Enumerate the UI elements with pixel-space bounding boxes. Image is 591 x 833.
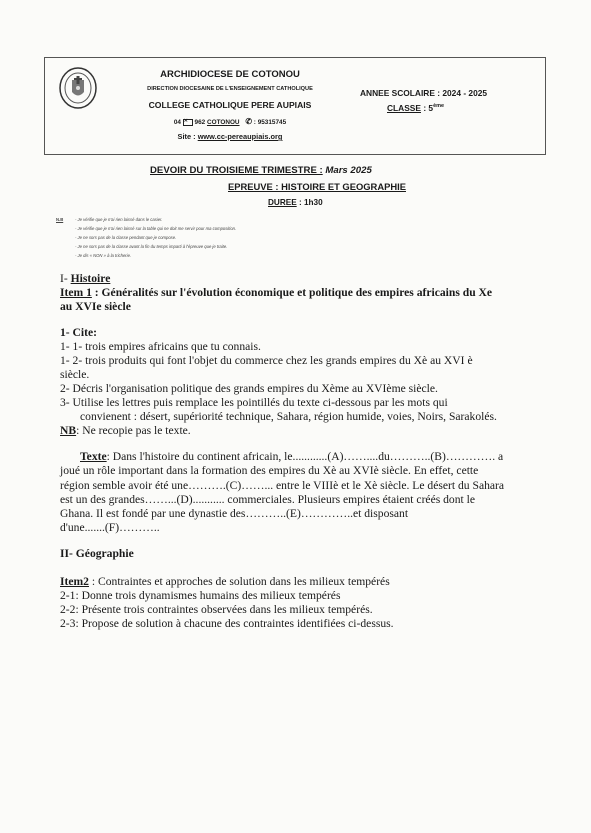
texte-line: joué un rôle important dans la formation des empires du Xè au XVIè siècle. En effet, cette [60,464,479,478]
texte-line: d'une.......(F)……….. [60,521,160,535]
school-year: ANNEE SCOLAIRE : 2024 - 2025 [360,88,488,98]
question-3: 3- Utilise les lettres puis remplace les pointillés du texte ci-dessous par les mots qui [60,396,448,409]
cite-heading: 1- Cite: [60,326,98,339]
question-2-3: 2-3: Propose de solution à chacune des contraintes identifiées ci-dessus. [60,617,394,630]
mail-icon: ✕ [183,119,193,126]
texte-label: Texte [80,450,107,463]
geographie-heading: II- Géographie [60,547,134,560]
nb-text: : Ne recopie pas le texte. [76,424,191,437]
exam-date: Mars 2025 [325,165,372,176]
archdiocese-title: ARCHIDIOCESE DE COTONOU [160,69,300,80]
rules-label: N.B [56,217,64,222]
direction-line: DIRECTION DIOCESAINE DE L'ENSEIGNEMENT CATHOLIQUE [147,86,313,92]
texte-line: Ghana. Il est fondé par une dynastie des………..(E)…………..et disposant [60,507,409,521]
class-sup: ème [433,103,445,110]
question-1-2: 1- 2- trois produits qui font l'objet du commerce chez les grands empires du Xè au XVI è [60,354,473,367]
question-2: 2- Décris l'organisation politique des grands empires du Xème au XVIème siècle. [60,382,438,395]
rule-line: - Je ne sors pas de la classe avant la fin du temps imparti à l'épreuve que je traite. [75,244,228,249]
rule-line: - Je vérifie que je n'ai rien laissé dans le casier. [75,217,163,222]
item1-title [60,286,492,300]
contact-prefix: 04 [173,119,181,126]
college-name: COLLEGE CATHOLIQUE PERE AUPIAIS [148,100,312,110]
site-line [110,132,350,141]
question-2-1: 2-1: Donne trois dynamismes humains des milieux tempérés [60,589,341,602]
site-label: Site : [177,132,196,141]
phone-icon: ✆ [245,117,253,126]
contact-box: 962 [194,119,206,126]
class-line [387,103,444,113]
school-seal-logo [58,66,98,110]
question-3-cont: convienent : désert, supériorité technique, Sahara, région humide, voies, Noirs, Sarakolés. [80,410,497,423]
rule-line: - Je ne sors pas de la classe pendant que je compose. [75,235,177,240]
nb-label: NB [60,424,77,437]
contact-city: COTONOU [206,119,240,126]
texte-paragraph [60,450,518,536]
question-1-2-cont: siècle. [60,368,90,381]
duration-value: : 1h30 [298,198,323,207]
texte-line: est un des grandes……...(D)........... commerciales. Plusieurs empires étaient créés dont le [60,492,476,506]
class-value: : 5 [423,103,434,113]
class-label: CLASSE [387,103,421,113]
site-url[interactable]: www.cc-pereaupiais.org [197,132,283,141]
contact-line [110,117,350,126]
texte-line: région semble avoir été une……….(C)……... entre le VIIIè et le Xè siècle. Le désert du Sahara [60,478,505,492]
item1-label: Item 1 [60,286,92,299]
item2-label: Item2 [60,575,89,588]
duration-label: DUREE [268,198,297,207]
question-1-1: 1- 1- trois empires africains que tu connais. [60,340,261,353]
item1-title-line1: : Généralités sur l'évolution économique et politique des empires africains du Xe [94,286,493,299]
rule-line: - Je vérifie que je n'ai rien laissé sur la table qui ne doit me servir pour ma composition. [75,226,237,231]
item2-title-text: : Contraintes et approches de solution dans les milieux tempérés [91,575,390,588]
contact-phone: : 95315745 [253,119,287,126]
histoire-title: Histoire [70,272,111,285]
exam-title [150,165,372,176]
exam-title-main: DEVOIR DU TROISIEME TRIMESTRE : [150,165,323,176]
exam-duration [268,198,323,207]
item1-title-line2: au XVIe siècle [60,300,131,313]
question-2-2: 2-2: Présente trois contraintes observées dans les milieux tempérés. [60,603,373,616]
histoire-heading [60,272,110,286]
item2-title [60,575,390,589]
histoire-prefix: I- [60,272,68,285]
nb-note [60,424,191,438]
texte-line: : Dans l'histoire du continent africain, le............(A)……....du………..(B)…………. a [106,450,504,463]
exam-subject: EPREUVE : HISTOIRE ET GEOGRAPHIE [228,181,406,192]
rule-line: - Je dis « NON » à la tricherie. [75,253,132,258]
